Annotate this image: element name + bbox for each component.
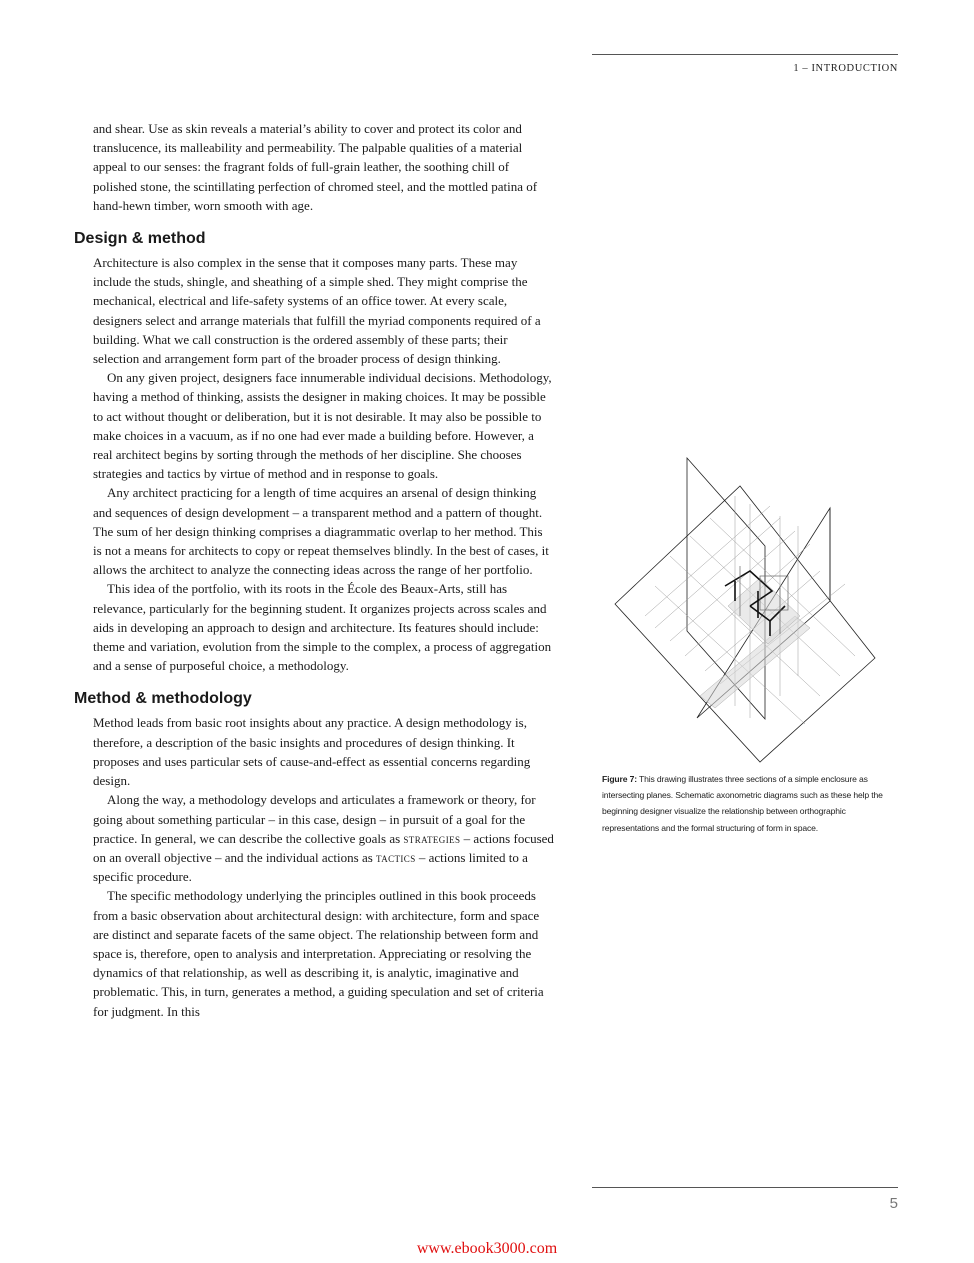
- heading-method-methodology: Method & methodology: [74, 690, 252, 708]
- axonometric-figure: [610, 456, 880, 768]
- figure-caption-text: This drawing illustrates three sections of a simple enclosure as intersecting planes. Schematic axonometric diagrams such as these help the beginning designer visualize the relationship between orthographic representations and the formal structuring of form in space.: [602, 774, 883, 833]
- term-tactics: tactics: [376, 849, 416, 865]
- method-paragraph-2-part-b: – actions focused on an overall objective – and the individual actions as: [93, 830, 554, 865]
- running-head: 1 – INTRODUCTION: [793, 63, 898, 74]
- figure-caption: [602, 771, 894, 836]
- intro-block: [74, 119, 554, 215]
- heading-design-method: Design & method: [74, 230, 206, 248]
- header-rule: [592, 54, 898, 55]
- page-number: 5: [889, 1195, 898, 1212]
- design-paragraph-1: Architecture is also complex in the sense that it composes many parts. These may include the studs, shingle, and sheathing of a simple shed. They might comprise the mechanical, electrical and life-safety systems of an office tower. At every scale, designers select and arrange materials that fulfill the myriad components required of a building. What we call construction is the ordered assembly of these parts; their selection and arrangement form part of the broader process of design thinking.: [93, 255, 541, 367]
- axonometric-drawing-icon: [610, 456, 880, 768]
- design-paragraph-4: This idea of the portfolio, with its roots in the École des Beaux-Arts, still has relevance, particularly for the beginning student. It organizes projects across scales and aids in developing an approach to design and architecture. Its features should include: theme and variation, evolution from the simple to the complex, a process of aggregation and a sense of purposeful choice, a methodology.: [93, 581, 552, 674]
- method-methodology-section: [74, 713, 554, 1020]
- term-strategies: strategies: [403, 830, 461, 846]
- method-paragraph-1: Method leads from basic root insights about any practice. A design methodology is, therefore, a description of the basic insights and procedures of design thinking. It proposes and uses particular sets of cause-and-effect as essential concerns regarding design.: [93, 715, 531, 789]
- design-paragraph-3: Any architect practicing for a length of time acquires an arsenal of design thinking and sequences of design development – a transparent method and a pattern of thought. The sum of her design thinking comprises a diagrammatic overlap to her method. This is not a means for architects to copy or repeat themselves blindly. In the best of cases, it allows the architect to analyze the connecting ideas across the range of her portfolio.: [93, 485, 549, 578]
- design-paragraph-2: On any given project, designers face innumerable individual decisions. Methodology, having a method of thinking, assists the designer in making choices. It may be possible to act without thought or deliberation, but it is not desirable. It may also be possible to make choices in a vacuum, as if no one had ever made a building before. However, a real architect begins by sorting through the methods of her discipline. She chooses strategies and tactics by virtue of method and in response to goals.: [93, 370, 552, 482]
- design-method-section: [74, 253, 554, 675]
- figure-caption-label: Figure 7:: [602, 774, 637, 784]
- footer-rule: [592, 1187, 898, 1188]
- method-paragraph-2-part-c: – actions limited to a specific procedure.: [93, 849, 528, 885]
- method-paragraph-2-part-a: Along the way, a methodology develops and articulates a framework or theory, for going about something particular – in this case, design – in pursuit of a goal for the practice. In general, we can describe the collective goals as: [93, 792, 536, 846]
- intro-paragraph: and shear. Use as skin reveals a material’s ability to cover and protect its color and translucence, its malleability and permeability. The palpable qualities of a material appeal to our senses: the fragrant folds of full-grain leather, the soothing chill of polished stone, the scintillating perfection of chromed steel, and the mottled patina of hand-hewn timber, worn smooth with age.: [93, 121, 538, 213]
- watermark-link[interactable]: www.ebook3000.com: [416, 1240, 558, 1257]
- method-paragraph-2: [93, 790, 554, 886]
- main-text-column: [74, 119, 554, 1021]
- method-paragraph-3: The specific methodology underlying the principles outlined in this book proceeds from a basic observation about architectural design: with architecture, form and space are distinct and separate facets of the same object. The relationship between form and space is, therefore, open to analysis and interpretation. Appreciating or resolving the dynamics of that relationship, as well as describing it, is analytic, imaginative and problematic. This, in turn, generates a method, a guiding speculation and set of criteria for judgment. In this: [93, 888, 544, 1019]
